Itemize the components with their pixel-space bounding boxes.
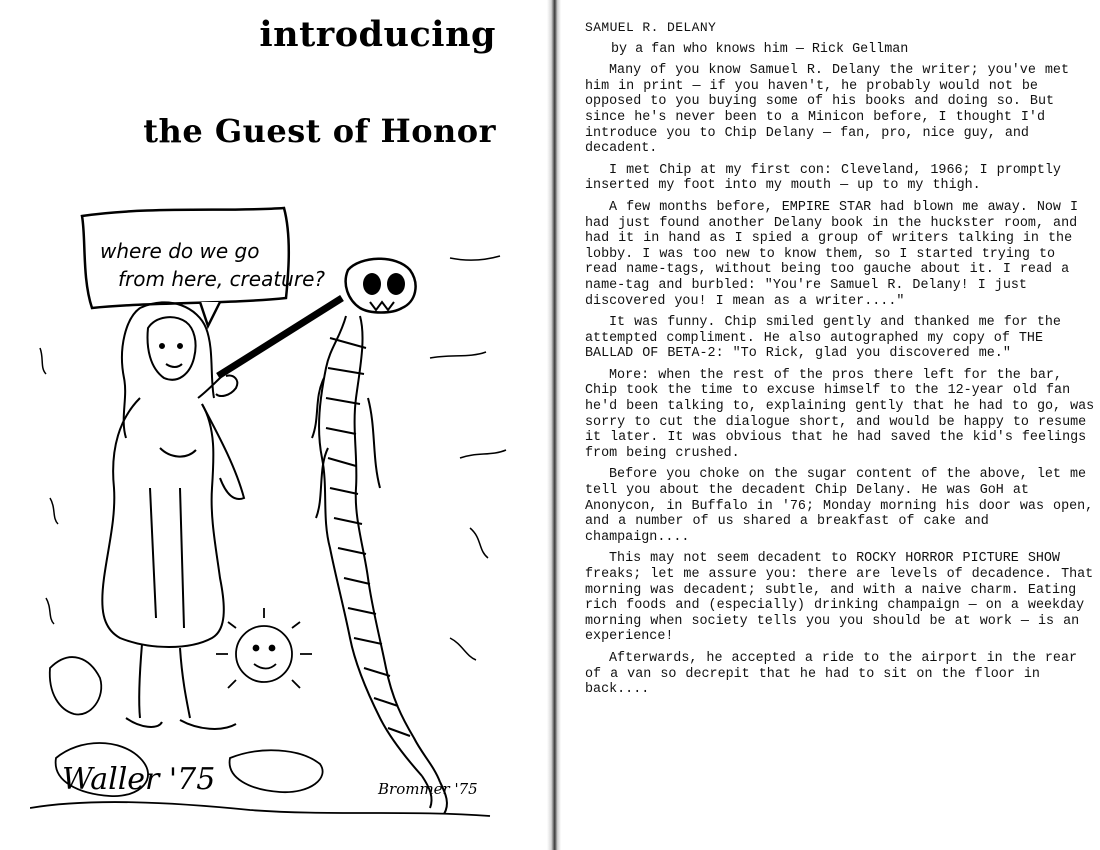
paragraph-3: A few months before, EMPIRE STAR had blown me away. Now I had just found another Delany book in the huckster room, and had it in hand as I spied a group of writers talking in the lobby. I was too new to know them, so I started trying to read name-tags, without being too gauche about it. I read a name-tag and burbled: "You're Samuel R. Delany! I just discovered you! I mean as a writer...." — [585, 199, 1079, 309]
paragraph-7: This may not seem decadent to ROCKY HORROR PICTURE SHOW freaks; let me assure you: there are levels of decadence. That morning was decadent; subtle, and with a naive charm. Eating rich foods and (especially) drinking champaign — on a weekday morning when society tells you you should be at work — is an experience! — [585, 551, 1094, 645]
pole — [218, 298, 342, 376]
paragraph-1: Many of you know Samuel R. Delany the writer; you've met him in print — if you haven't, he probably would not be opposed to you buying some of his books and doing so. But since he's never been to a Minicon before, I thought I'd introduce you to Chip Delany — fan, pro, nice guy, and decadent. — [585, 63, 1069, 157]
speech-bubble-line1: where do we go — [100, 239, 260, 263]
paragraph-6: Before you choke on the sugar content of the above, let me tell you about the decadent Chip Delany. He was GoH at Anonycon, in Buffalo in '76; Monday morning his door was open, and a number of us shared a breakfast of cake and champaign.... — [585, 467, 1094, 545]
signature-brommer: Brommer '75 — [378, 780, 478, 798]
speech-bubble — [82, 208, 325, 326]
article-byline: by a fan who knows him — Rick Gellman — [611, 41, 909, 57]
page-fold — [547, 0, 561, 850]
sun-face — [216, 608, 312, 688]
article-title: SAMUEL R. DELANY — [585, 20, 717, 35]
signature-waller: Waller '75 — [62, 762, 216, 797]
motion-strokes — [40, 256, 506, 660]
illustration — [30, 198, 535, 838]
speech-bubble-line2: from here, creature? — [118, 267, 326, 291]
hanging-creature — [312, 316, 447, 814]
paragraph-5: More: when the rest of the pros there left for the bar, Chip took the time to excuse himself to the 12-year old fan he'd been talking to, explaining gently that he had to go, was sorry to cut the dialogue short, and would be happy to resume it later. It was obvious that he had saved the kid's feelings from being crushed. — [585, 367, 1095, 461]
skull — [346, 259, 416, 313]
right-page — [561, 0, 1100, 850]
headline-guest-of-honor: the Guest of Honor — [143, 112, 496, 150]
paragraph-4: It was funny. Chip smiled gently and thanked me for the attempted compliment. He also autographed my copy of THE BALLAD OF BETA-2: "To Rick, glad you discovered me." — [585, 315, 1061, 362]
paragraph-2: I met Chip at my first con: Cleveland, 1966; I promptly inserted my foot into my mouth — up to my thigh. — [585, 162, 1061, 194]
paragraph-8: Afterwards, he accepted a ride to the airport in the rear of a van so decrepit that he had to sit on the floor in back.... — [585, 650, 1078, 698]
headline-introducing: introducing — [259, 14, 496, 55]
article — [585, 20, 1095, 698]
woman-figure — [102, 302, 244, 729]
